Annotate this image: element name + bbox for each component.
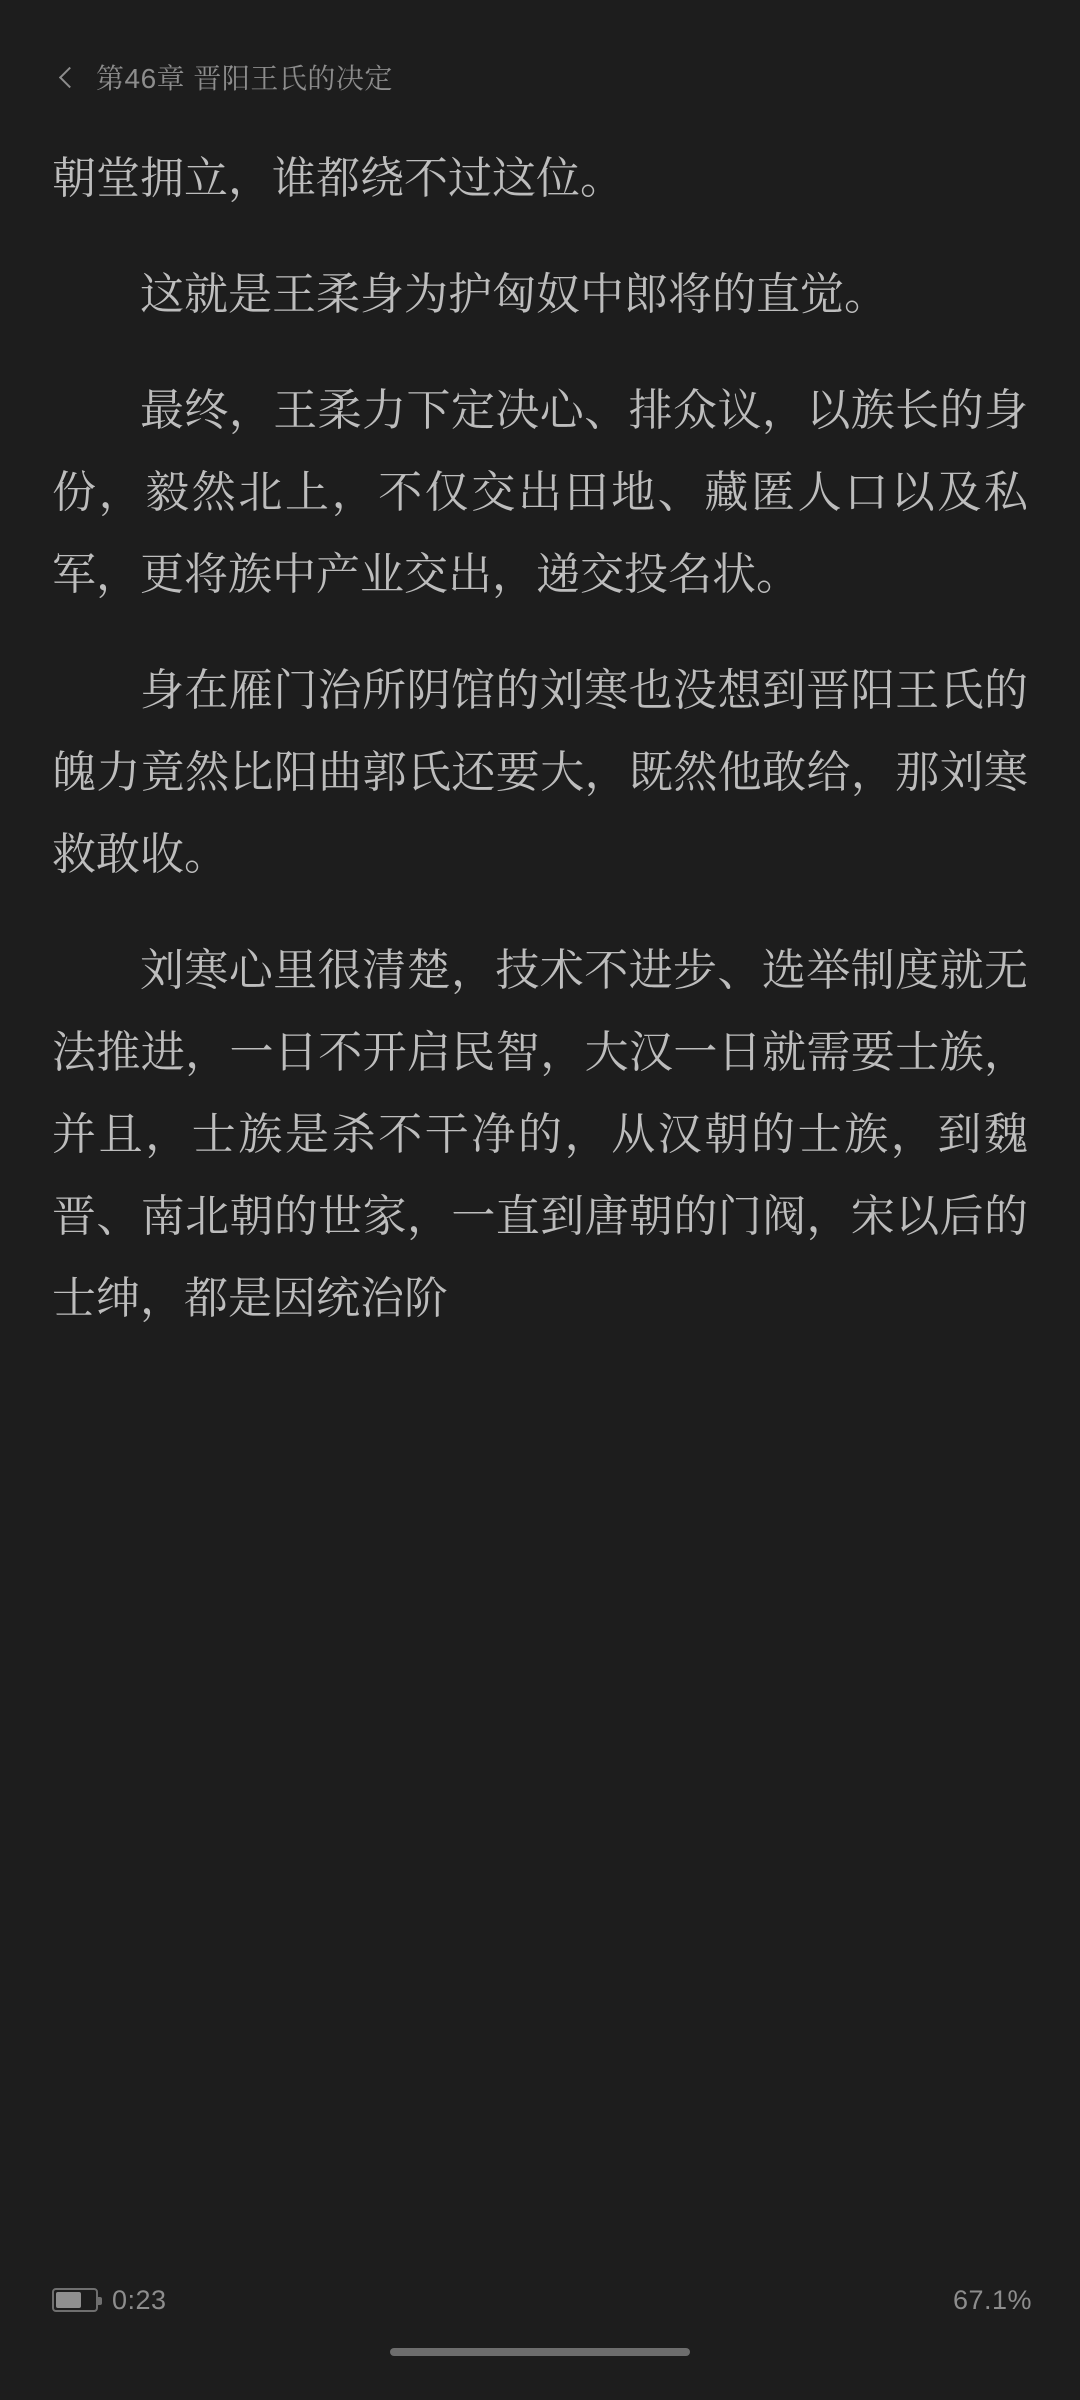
paragraph: 刘寒心里很清楚，技术不进步、选举制度就无法推进，一日不开启民智，大汉一日就需要士族，并且，士族是杀不干净的，从汉朝的士族，到魏晋、南北朝的世家，一直到唐朝的门阀，宋以后的士绅，都是因统治阶: [52, 946, 1028, 1323]
paragraph: 这就是王柔身为护匈奴中郎将的直觉。: [140, 270, 888, 319]
paragraph: 身在雁门治所阴馆的刘寒也没想到晋阳王氏的魄力竟然比阳曲郭氏还要大，既然他敢给，那刘寒救敢收。: [52, 666, 1028, 879]
chapter-title[interactable]: 第46章 晋阳王氏的决定: [96, 63, 393, 94]
chevron-left-icon[interactable]: [56, 64, 78, 94]
reader-statusbar: [0, 2252, 1080, 2348]
reading-progress-label: 67.1%: [952, 2284, 1032, 2315]
reader-content[interactable]: [0, 112, 1080, 2252]
status-left: [52, 2285, 167, 2316]
home-indicator-area: [0, 2348, 1080, 2400]
battery-icon: [52, 2288, 98, 2312]
paragraph: 朝堂拥立，谁都绕不过这位。: [52, 154, 624, 203]
home-indicator[interactable]: [390, 2348, 690, 2356]
paragraph: 最终，王柔力下定决心、排众议，以族长的身份，毅然北上，不仅交出田地、藏匿人口以及私军，更将族中产业交出，递交投名状。: [52, 386, 1028, 599]
reader-header: [0, 0, 1080, 112]
clock-label: 0:23: [112, 2284, 167, 2315]
